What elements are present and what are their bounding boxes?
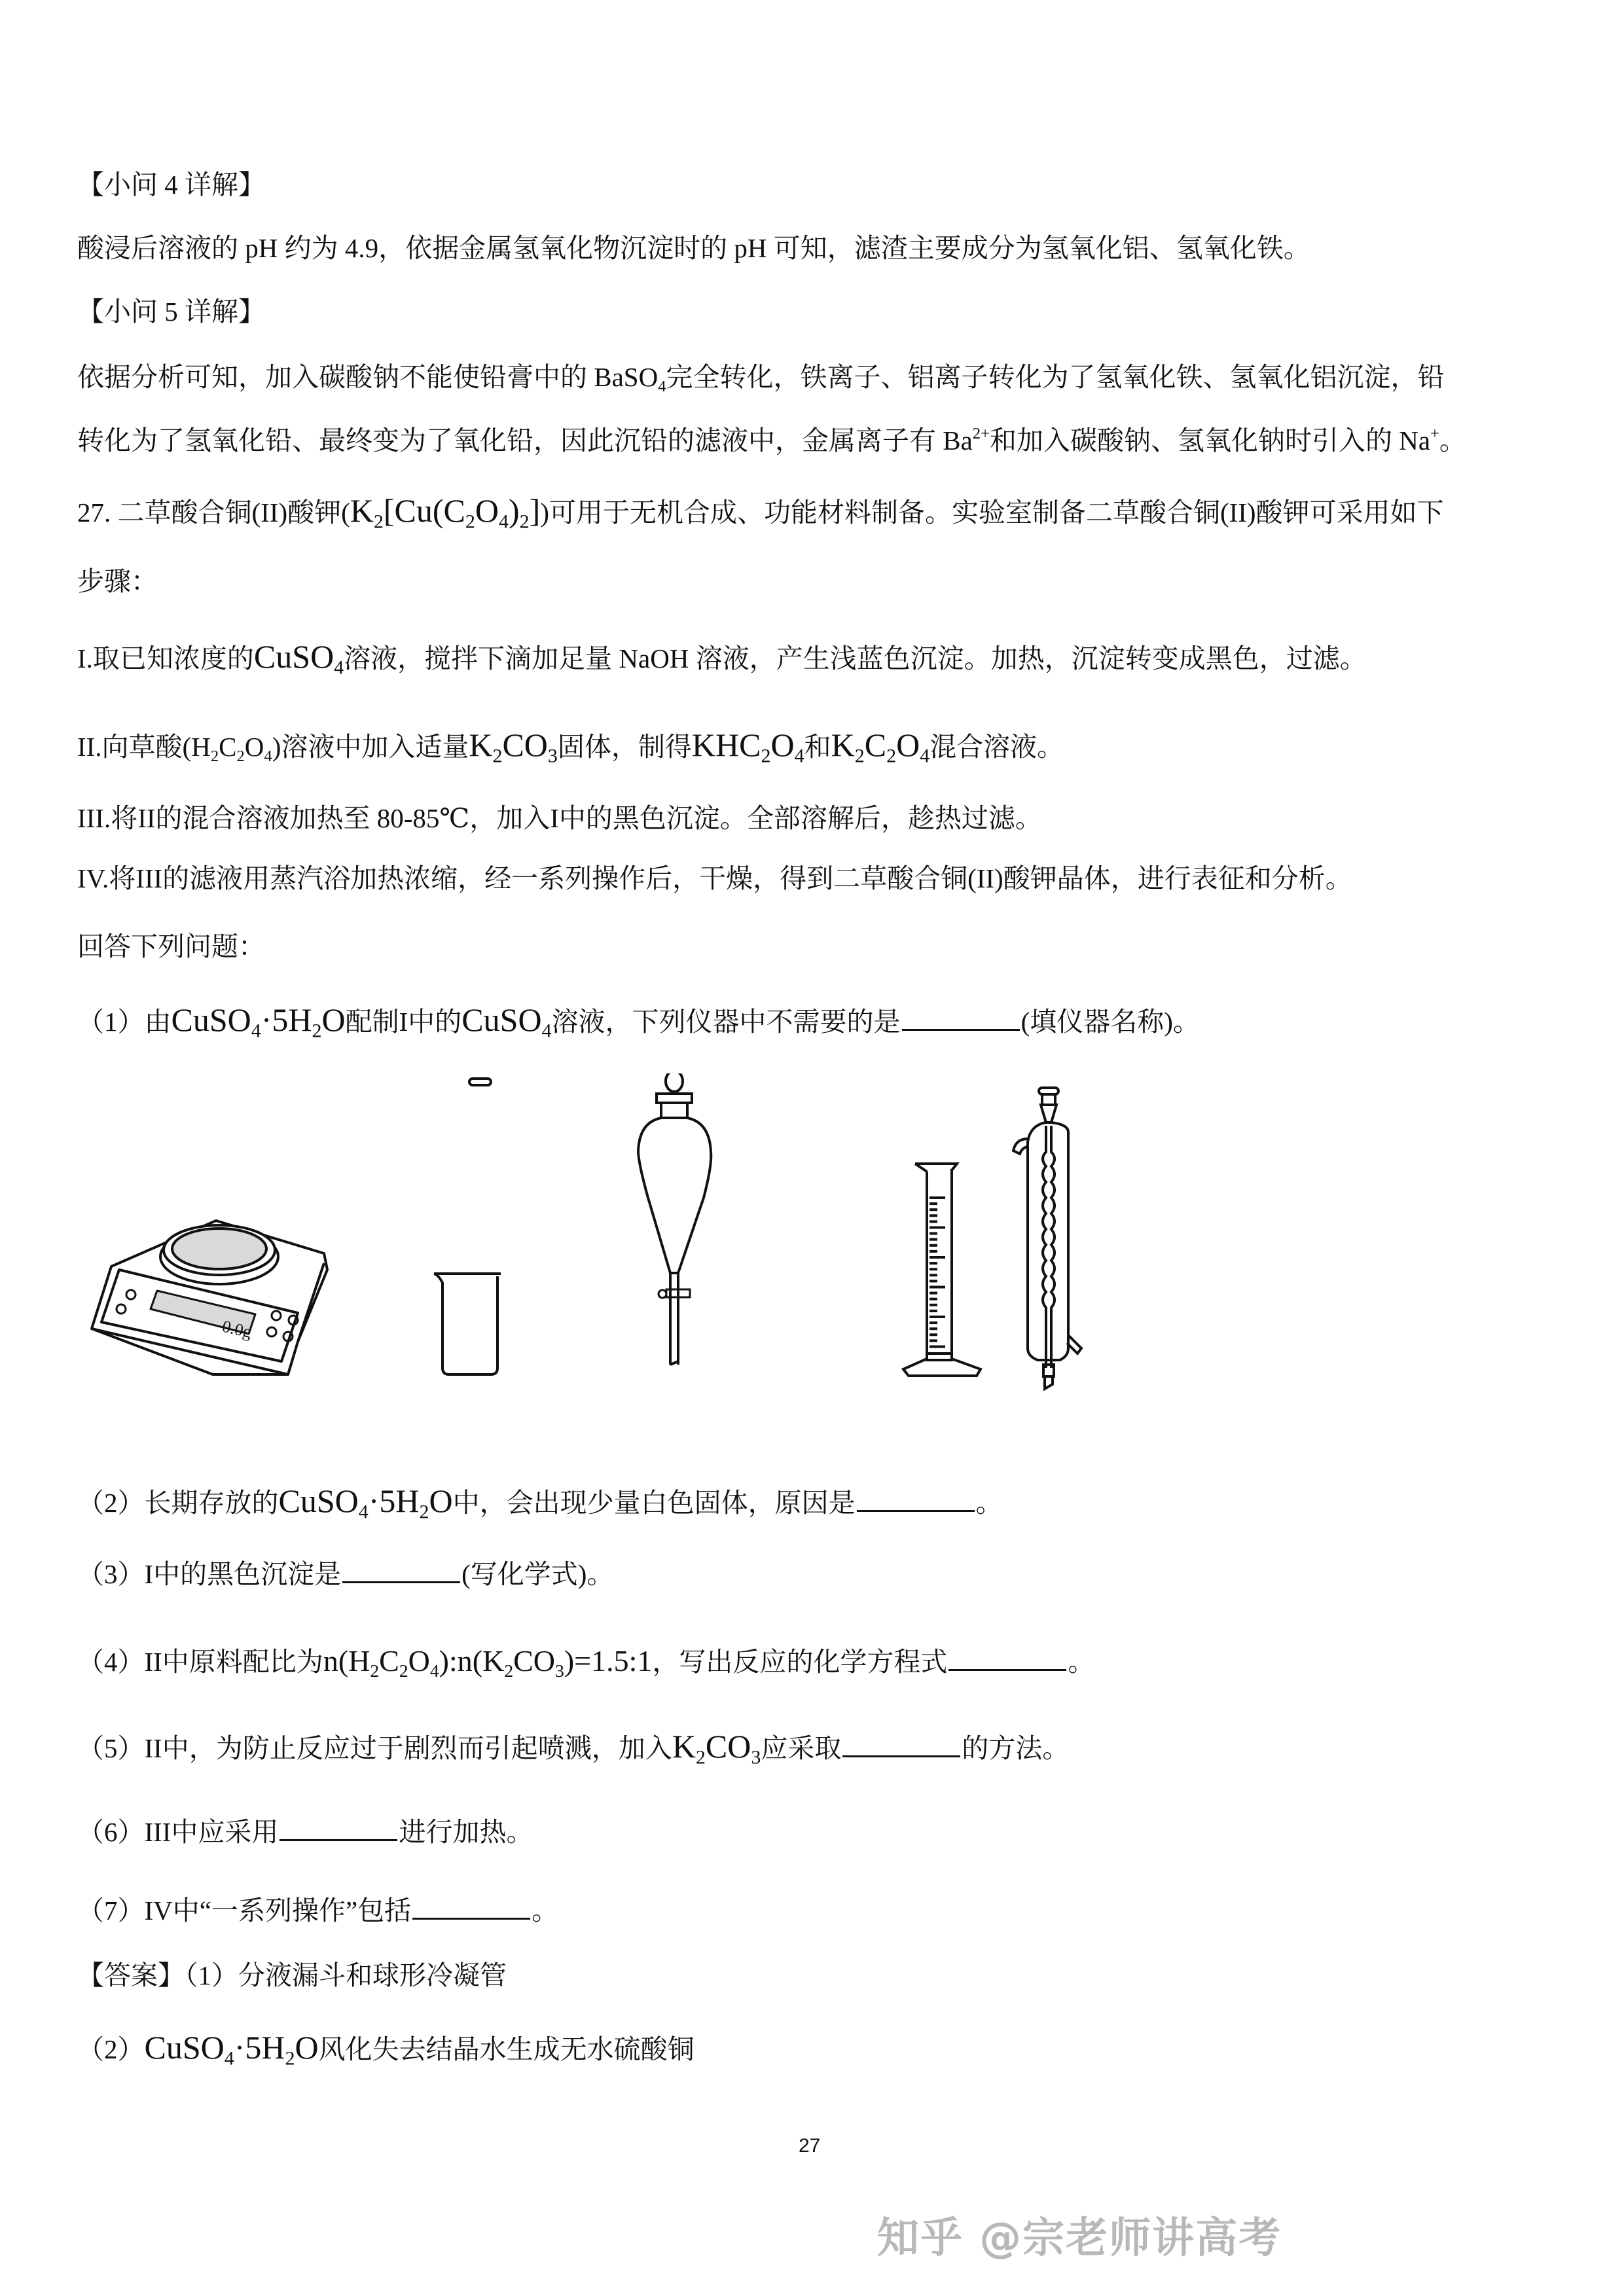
question-7 (77, 1892, 558, 1929)
answer-blank[interactable] (857, 1484, 975, 1512)
separatory-funnel (638, 1073, 711, 1365)
formula-part: O (896, 726, 920, 763)
formula-subscript: 4 (920, 745, 930, 767)
formula-part: ):n(K (439, 1644, 505, 1677)
answer-blank[interactable] (412, 1892, 530, 1920)
formula-part: C (219, 732, 237, 762)
text: 。 (1068, 1647, 1095, 1677)
formula-part: CuSO (171, 1001, 251, 1038)
formula-part: O (321, 1001, 346, 1038)
formula-subscript: 2 (370, 1660, 380, 1681)
text: 混合溶液。 (929, 732, 1064, 762)
formula-part: CuSO (461, 1001, 542, 1038)
formula-h2c2o4 (191, 732, 272, 765)
text: 中，会出现少量白色固体，原因是 (452, 1488, 856, 1518)
watermark: 知乎 @宗老师讲高考 (877, 2214, 1282, 2263)
formula-part: H (191, 732, 211, 762)
text: 和加入碳酸钠、氢氧化钠时引入的 Na (989, 425, 1431, 456)
subscript: 4 (658, 377, 666, 395)
formula-part: K (672, 1728, 696, 1765)
formula-subscript: 2 (419, 1501, 429, 1523)
cylinder-scale (929, 1198, 945, 1347)
formula-subscript: 4 (794, 745, 804, 767)
formula-part: CuSO (144, 2029, 225, 2066)
formula-part: ) (509, 492, 520, 529)
text: (写化学式)。 (461, 1559, 614, 1589)
formula-cuso4 (461, 1001, 552, 1042)
q4-explanation-heading: 【小问 4 详解】 (77, 170, 265, 200)
formula-part: O (244, 732, 264, 762)
formula-subscript: 2 (854, 745, 865, 767)
beaker (434, 1274, 501, 1374)
formula-part: CO (513, 1644, 556, 1677)
formula-part: K (831, 726, 855, 763)
formula-part: O (475, 492, 499, 529)
formula-subscript: 2 (399, 1660, 408, 1681)
formula-khc2o4 (691, 726, 804, 767)
text: 。 (532, 1895, 559, 1926)
text: ，写出反应的化学方程式 (652, 1647, 948, 1677)
text: II.向草酸( (77, 732, 192, 762)
answer-blank[interactable] (842, 1729, 960, 1757)
formula-subscript: 2 (519, 511, 530, 533)
formula-subscript: 2 (210, 747, 219, 765)
text: 27. 二草酸合铜(II)酸钾( (77, 497, 350, 528)
formula-subscript: 4 (264, 747, 272, 765)
text: 和 (804, 732, 831, 762)
formula-ratio (323, 1644, 653, 1681)
formula-part: C (864, 726, 887, 763)
text: 依据分析可知，加入碳酸钠不能使铅膏中的 BaSO (77, 362, 659, 392)
answer-2 (77, 2029, 695, 2068)
q5-explanation-line1 (77, 359, 1445, 395)
step-4: IV.将III的滤液用蒸汽浴加热浓缩，经一系列操作后，干燥，得到二草酸合铜(II)酸钾晶体，进行表征和分析。 (77, 863, 1352, 893)
formula-subscript: 2 (236, 747, 245, 765)
q5-explanation-line2 (77, 422, 1466, 459)
text: 转化为了氢氧化铅、最终变为了氧化铅，因此沉铅的滤液中，金属离子有 Ba (77, 425, 973, 456)
formula-subscript: 3 (751, 1746, 761, 1768)
balance-display: 0.0g (220, 1316, 254, 1342)
formula-k2c2o4 (831, 726, 930, 767)
text: 配制I中的 (345, 1007, 462, 1037)
text: 溶液，搅拌下滴加足量 NaOH 溶液，产生浅蓝色沉淀。加热，沉淀转变成黑色，过滤。 (344, 643, 1367, 673)
formula-part: [Cu(C (383, 492, 465, 529)
text: 溶液，下列仪器中不需要的是 (551, 1007, 901, 1037)
electronic-balance (92, 1221, 327, 1374)
formula-k2co3 (469, 726, 558, 767)
formula-subscript: 2 (761, 745, 771, 767)
formula-k2co3 (672, 1728, 761, 1768)
formula-part: CuSO (278, 1482, 359, 1519)
question-6 (77, 1813, 533, 1850)
formula-subscript: 2 (886, 745, 897, 767)
formula-subscript: 2 (504, 1660, 514, 1681)
formula-subscript: 4 (358, 1501, 369, 1523)
text: （2）长期存放的 (77, 1488, 279, 1518)
formula-part: O (770, 726, 795, 763)
formula-part: ·5H (368, 1482, 420, 1519)
answer-blank[interactable] (342, 1555, 460, 1583)
superscript: 2+ (972, 424, 990, 442)
text: （1）由 (77, 1007, 171, 1037)
formula-part: O (429, 1482, 453, 1519)
formula-subscript: 2 (465, 511, 475, 533)
question-5 (77, 1728, 1069, 1767)
question-4 (77, 1643, 1094, 1680)
formula-subscript: 2 (492, 745, 503, 767)
answer-blank[interactable] (280, 1813, 397, 1841)
formula-part: C (379, 1644, 399, 1677)
text: （6）III中应采用 (77, 1817, 279, 1847)
text: 进行加热。 (399, 1817, 533, 1847)
text: )可用于无机合成、功能材料制备。实验室制备二草酸合铜(II)酸钾可采用如下 (540, 497, 1444, 528)
formula-subscript: 3 (547, 745, 558, 767)
answer-prompt: 回答下列问题： (77, 931, 265, 961)
formula-subscript: 4 (429, 1660, 439, 1681)
text: 。 (975, 1488, 1003, 1518)
answer-blank[interactable] (902, 1003, 1020, 1031)
formula-subscript: 3 (555, 1660, 564, 1681)
formula-part: K (469, 726, 493, 763)
formula-cuso4-5h2o (171, 1001, 346, 1042)
question-3 (77, 1555, 613, 1592)
formula-subscript: 2 (695, 1746, 706, 1768)
formula-subscript: 2 (312, 1020, 322, 1042)
text: 的方法。 (962, 1733, 1070, 1763)
step-1 (77, 638, 1367, 677)
formula-subscript: 4 (541, 1020, 552, 1042)
text: I.取已知浓度的 (77, 643, 254, 673)
formula-part: ] (529, 492, 541, 529)
text: 应采取 (761, 1733, 842, 1763)
text: （2） (77, 2034, 145, 2064)
formula-part: n(H (323, 1644, 370, 1677)
step-3: III.将II的混合溶液加热至 80-85℃，加入I中的黑色沉淀。全部溶解后，趁热过滤。 (77, 803, 1042, 833)
page-number: 27 (799, 2135, 821, 2157)
formula-k2cuc2o4 (350, 492, 541, 533)
problem-intro-cont: 步骤： (77, 566, 158, 596)
formula-part: O (408, 1644, 430, 1677)
bulb-condenser (469, 1079, 491, 1085)
formula-part: CuSO (253, 638, 334, 675)
formula-part: ·5H (234, 2029, 285, 2066)
problem-intro (77, 492, 1444, 531)
formula-cuso4-5h2o (144, 2029, 319, 2070)
text: （5）II中，为防止反应过于剧烈而引起喷溅，加入 (77, 1733, 672, 1763)
formula-part: ·5H (261, 1001, 312, 1038)
text: )溶液中加入适量 (272, 732, 469, 762)
superscript: + (1430, 424, 1439, 442)
text: （4）II中原料配比为 (77, 1647, 323, 1677)
q5-explanation-heading: 【小问 5 详解】 (77, 296, 265, 327)
formula-subscript: 4 (251, 1020, 261, 1042)
formula-subscript: 2 (373, 511, 384, 533)
graduated-cylinder (903, 1164, 981, 1376)
text: 完全转化，铁离子、铝离子转化为了氢氧化铁、氢氧化铝沉淀，铅 (666, 362, 1445, 392)
formula-part: CO (502, 726, 548, 763)
step-2 (77, 726, 1064, 765)
formula-part: O (295, 2029, 319, 2066)
answer-blank[interactable] (948, 1643, 1066, 1671)
formula-part: KHC (691, 726, 761, 763)
text: (填仪器名称)。 (1020, 1007, 1200, 1037)
formula-subscript: 4 (334, 656, 344, 679)
formula-part: )=1.5:1 (564, 1644, 653, 1677)
question-2 (77, 1482, 1003, 1521)
text: 。 (1439, 425, 1466, 456)
bulb-condenser (1008, 1086, 1087, 1394)
text: 风化失去结晶水生成无水硫酸铜 (318, 2034, 695, 2064)
formula-subscript: 4 (499, 511, 509, 533)
text: （7）IV中“一系列操作”包括 (77, 1895, 412, 1926)
formula-cuso4-5h2o (278, 1482, 453, 1523)
formula-subscript: 2 (285, 2047, 295, 2070)
q4-explanation-text: 酸浸后溶液的 pH 约为 4.9，依据金属氢氧化物沉淀时的 pH 可知，滤渣主要成分为氢氧化铝、氢氧化铁。 (77, 233, 1310, 263)
formula-part: CO (705, 1728, 751, 1765)
question-1 (77, 1001, 1200, 1040)
text: （3）I中的黑色沉淀是 (77, 1559, 342, 1589)
formula-cuso4 (253, 638, 344, 679)
apparatus-figure (72, 1073, 1119, 1388)
text: 固体，制得 (557, 732, 692, 762)
formula-part: K (350, 492, 374, 529)
formula-subscript: 4 (224, 2047, 234, 2070)
answer-1: 【答案】（1）分液漏斗和球形冷凝管 (77, 1960, 507, 1990)
